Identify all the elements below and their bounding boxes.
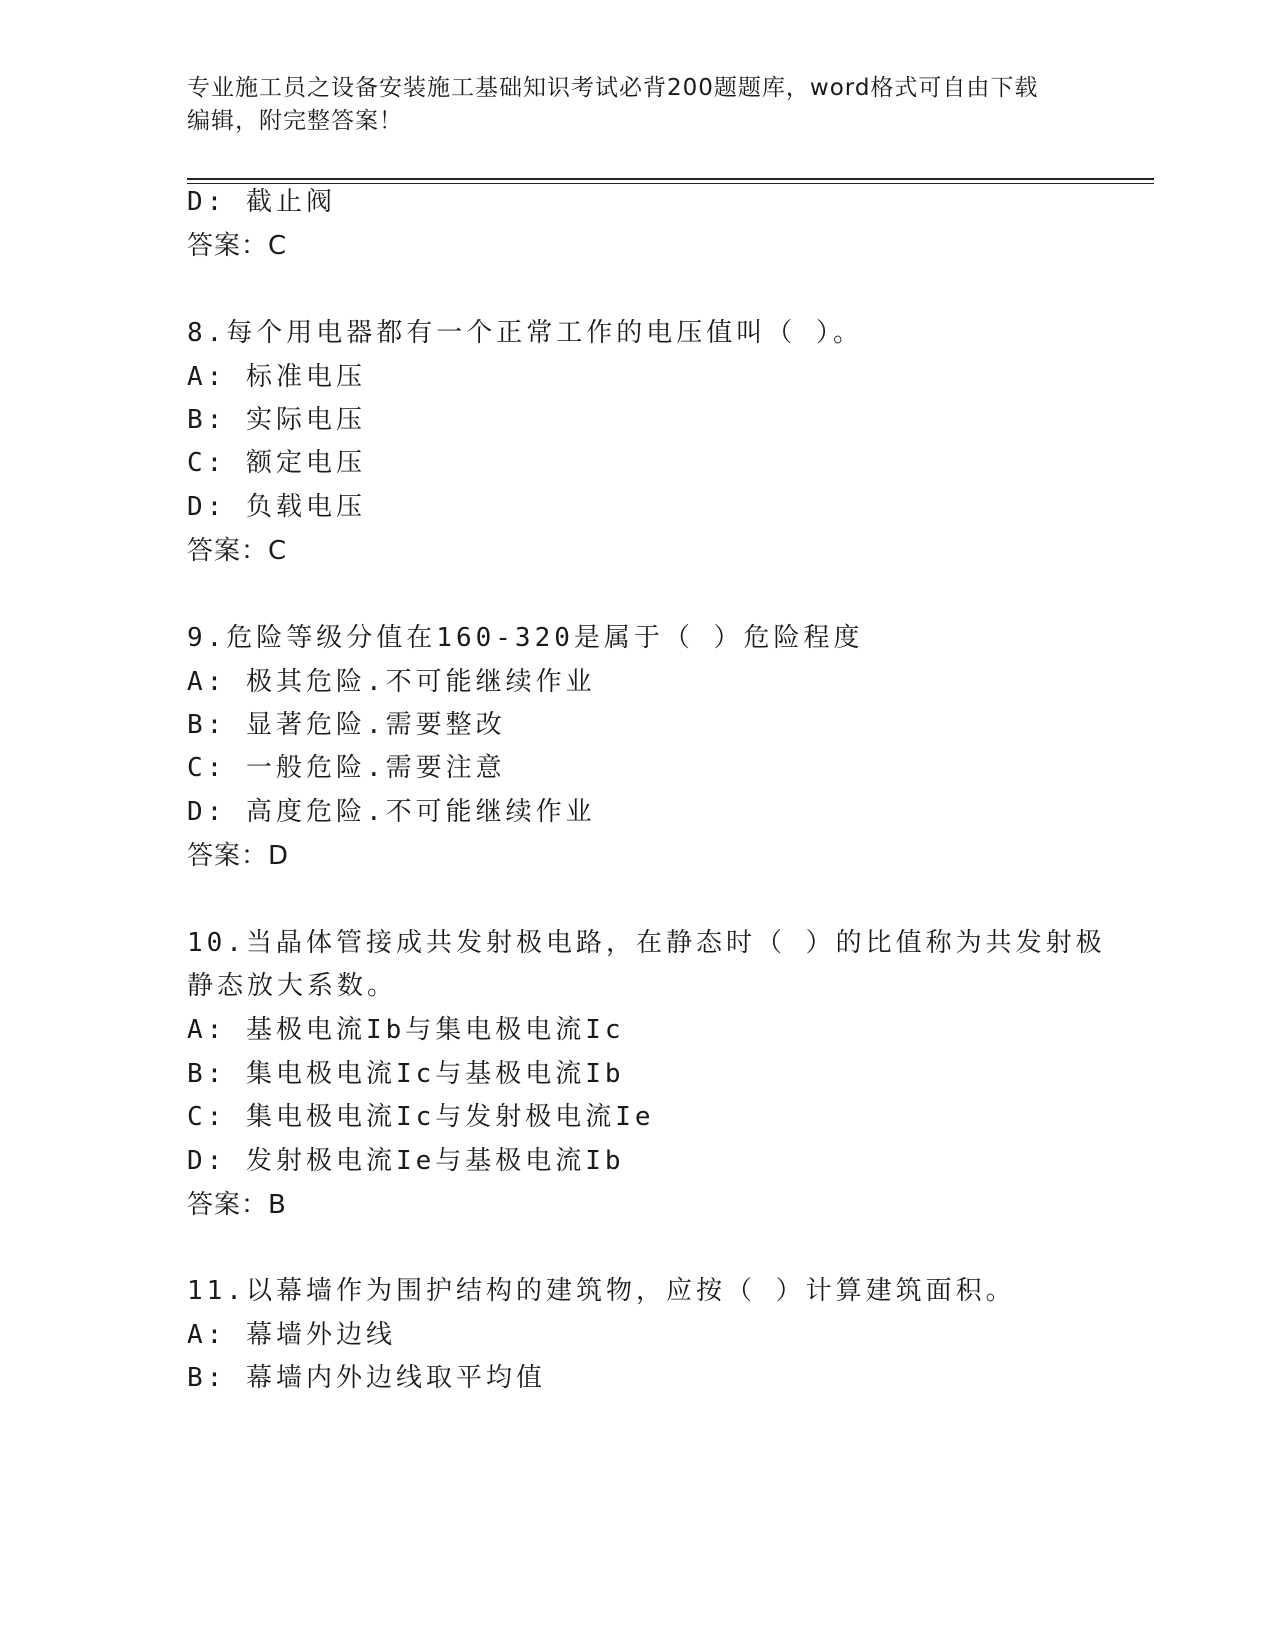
question-10-option-d: D: 发射极电流Ie与基极电流Ib [187,1146,625,1176]
prev-question-answer: 答案：C [187,231,288,261]
question-10-stem-line-2: 静态放大系数。 [187,971,398,1001]
question-10-answer: 答案：B [187,1190,287,1220]
header-title-line-2: 编辑，附完整答案！ [187,108,403,134]
question-9-answer: 答案：D [187,841,290,871]
question-10-option-b: B: 集电极电流Ic与基极电流Ib [187,1059,625,1089]
question-10-stem-line-1: 10.当晶体管接成共发射极电路，在静态时（ ）的比值称为共发射极 [187,928,1106,958]
question-8-stem: 8.每个用电器都有一个正常工作的电压值叫（ ）。 [187,318,863,348]
question-11-stem: 11.以幕墙作为围护结构的建筑物，应按（ ）计算建筑面积。 [187,1276,1016,1306]
question-8-option-a: A: 标准电压 [187,362,366,392]
question-9-option-b: B: 显著危险.需要整改 [187,710,506,740]
question-11-option-a: A: 幕墙外边线 [187,1320,396,1350]
question-8-answer: 答案：C [187,536,288,566]
prev-question-option-d: D: 截止阀 [187,187,336,217]
question-8-option-c: C: 额定电压 [187,448,366,478]
header-divider [187,178,1154,184]
document-header [187,72,1087,138]
question-10-option-c: C: 集电极电流Ic与发射极电流Ie [187,1102,655,1132]
question-9-option-c: C: 一般危险.需要注意 [187,753,506,783]
header-title-line-1: 专业施工员之设备安装施工基础知识考试必背200题题库，word格式可自由下载 [187,75,1039,101]
question-8-option-b: B: 实际电压 [187,405,366,435]
question-9-stem: 9.危险等级分值在160-320是属于（ ）危险程度 [187,623,864,653]
question-11-option-b: B: 幕墙内外边线取平均值 [187,1363,546,1393]
question-8-option-d: D: 负载电压 [187,492,366,522]
question-10-option-a: A: 基极电流Ib与集电极电流Ic [187,1015,625,1045]
question-9-option-a: A: 极其危险.不可能继续作业 [187,667,596,697]
question-9-option-d: D: 高度危险.不可能继续作业 [187,797,596,827]
